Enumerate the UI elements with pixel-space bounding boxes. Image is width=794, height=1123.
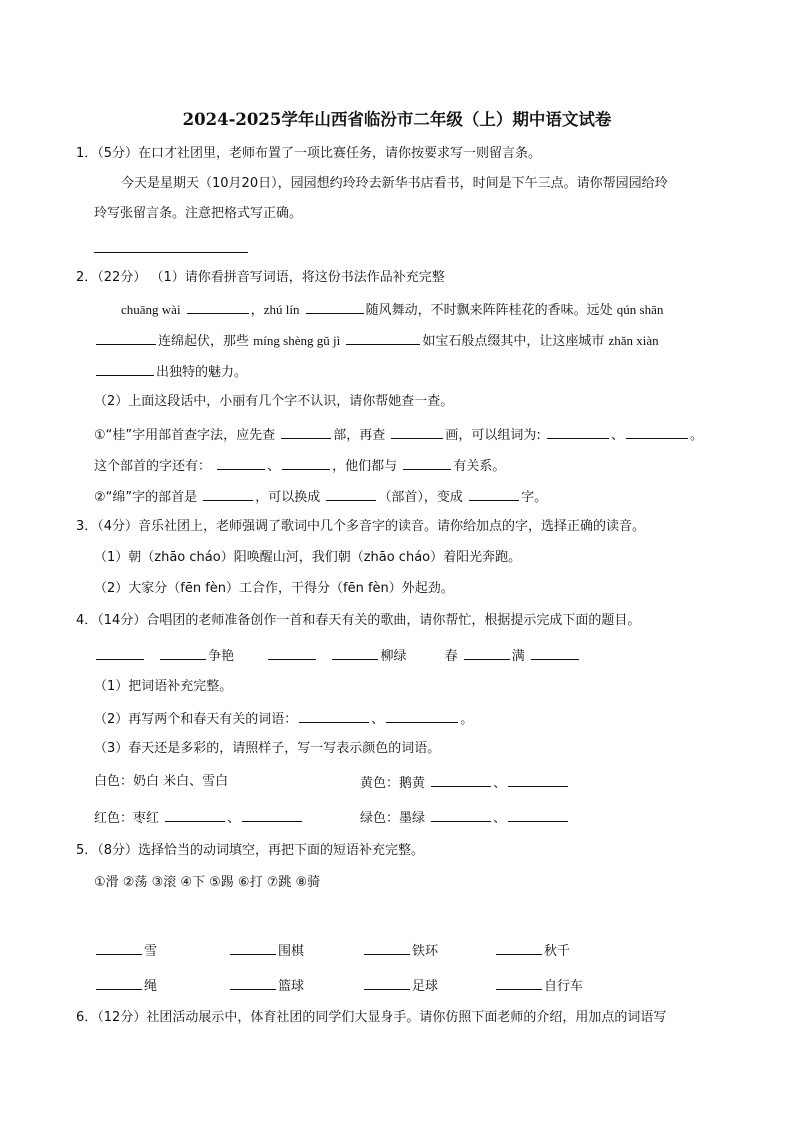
blank-ming-sheng-gu-ji[interactable] <box>346 332 420 345</box>
q5-phrase-text: 秋千 <box>544 944 571 959</box>
separator: 、 <box>493 776 507 791</box>
separator: 、 <box>267 459 281 474</box>
comma: ， <box>250 303 264 318</box>
blank-zhu-lin[interactable] <box>306 301 364 314</box>
pinyin-qun-shan: qún shān <box>616 302 664 317</box>
q2-sub-2-text-c: （部首），变成 <box>378 490 463 505</box>
q5-heading: 5．（8分）选择恰当的动词填空，再把下面的短语补充完整。 <box>76 843 425 858</box>
pinyin-zhu-lin: zhú lín <box>263 302 300 317</box>
q1-body-line-2: 玲写张留言条。注意把格式写正确。 <box>94 206 303 221</box>
separator: 、 <box>493 811 507 826</box>
color-green <box>360 809 570 827</box>
blank-spring-word-1[interactable] <box>299 710 369 723</box>
q5-phrase <box>228 942 304 960</box>
q5-phrase-text: 足球 <box>412 979 439 994</box>
q2-line-2 <box>94 332 659 350</box>
blank-idiom-3a[interactable] <box>464 647 510 660</box>
q5-phrase-text: 围棋 <box>278 944 305 959</box>
q4-part-2-text: （2）再写两个和春天有关的词语： <box>94 712 298 727</box>
q3-line-1: （1）朝（zhāo cháo）阳唤醒山河，我们朝（zhāo cháo）着阳光奔跑。 <box>94 550 522 565</box>
q5-phrase-text: 雪 <box>144 944 158 959</box>
q5-phrase-text: 自行车 <box>544 979 584 994</box>
q2-part-2: （2）上面这段话中，小丽有几个字不认识，请你帮她查一查。 <box>94 394 454 409</box>
blank-new-radical[interactable] <box>326 488 376 501</box>
blank-radical[interactable] <box>281 426 331 439</box>
q4-part-3: （3）春天还是多彩的，请照样子，写一写表示颜色的词语。 <box>94 741 441 756</box>
q2-sub-1-text-a: ①“桂”字用部首查字法，应先查 <box>94 428 276 443</box>
page-title: 2024-2025学年山西省临汾市二年级（上）期中语文试卷 <box>182 110 612 129</box>
q4-part-2 <box>94 710 473 728</box>
blank-yellow-1[interactable] <box>431 774 491 787</box>
q2-line-3 <box>94 363 247 381</box>
blank-related[interactable] <box>403 457 451 470</box>
q4-idioms-row <box>94 647 581 665</box>
q2-sub-1 <box>94 426 703 444</box>
q5-phrase <box>494 977 583 995</box>
q2-sub-1b-text-a: 这个部首的字还有： <box>94 459 212 474</box>
color-green-text: 绿色：墨绿 <box>360 811 426 826</box>
blank-yellow-2[interactable] <box>508 774 568 787</box>
blank-idiom-1a[interactable] <box>96 647 144 660</box>
q5-phrase <box>94 942 157 960</box>
q2-sub-2-text-d: 字。 <box>521 490 548 505</box>
q2-heading: 2．（22分） （1）请你看拼音写词语，将这份书法作品补充完整 <box>76 270 445 285</box>
q5-phrase-text: 篮球 <box>278 979 305 994</box>
separator: 、 <box>371 712 385 727</box>
q2-sub-2 <box>94 488 547 506</box>
blank-mian-radical[interactable] <box>203 488 253 501</box>
q5-blank[interactable] <box>496 942 542 955</box>
color-yellow <box>360 774 570 792</box>
q5-blank[interactable] <box>496 977 542 990</box>
pinyin-chuang-wai: chuāng wài <box>121 302 181 317</box>
blank-strokes[interactable] <box>391 426 443 439</box>
period: 。 <box>460 712 474 727</box>
q4-part-1: （1）把词语补充完整。 <box>94 679 233 694</box>
q5-phrase-text: 铁环 <box>412 944 439 959</box>
q5-blank[interactable] <box>96 942 142 955</box>
period: 。 <box>689 428 703 443</box>
q2-sub-1b-text-c: 有关系。 <box>453 459 506 474</box>
q1-heading: 1．（5分）在口才社团里，老师布置了一项比赛任务，请你按要求写一则留言条。 <box>76 146 542 161</box>
color-white: 白色：奶白 米白、雪白 <box>94 774 229 789</box>
q2-line-2-text-a: 连绵起伏，那些 <box>158 334 250 349</box>
blank-red-2[interactable] <box>242 809 302 822</box>
blank-chuang-wai[interactable] <box>187 301 249 314</box>
separator: 、 <box>227 811 241 826</box>
q3-heading: 3．（4分）音乐社团上，老师强调了歌词中几个多音字的读音。请你给加点的字，选择正确的读音。 <box>76 519 646 534</box>
color-red-text: 红色：枣红 <box>94 811 160 826</box>
q5-phrase-text: 绳 <box>144 979 158 994</box>
q5-options: ①滑 ②荡 ③滚 ④下 ⑤踢 ⑥打 ⑦跳 ⑧骑 <box>94 875 321 890</box>
blank-green-2[interactable] <box>508 809 568 822</box>
q5-phrase <box>94 977 157 995</box>
q2-sub-2-text-b: ，可以换成 <box>255 490 321 505</box>
q2-sub-1b <box>94 457 505 475</box>
q5-blank[interactable] <box>230 942 276 955</box>
blank-new-char[interactable] <box>469 488 519 501</box>
idiom-3-text-b: 满 <box>511 649 525 664</box>
blank-radical-char-2[interactable] <box>282 457 330 470</box>
q2-sub-1-text-b: 部，再查 <box>333 428 386 443</box>
q2-sub-1-text-c: 画，可以组词为: <box>445 428 541 443</box>
q1-answer-line[interactable] <box>94 252 248 253</box>
q5-blank[interactable] <box>230 977 276 990</box>
blank-zhan-xian[interactable] <box>96 363 154 376</box>
q2-line-2-text-b: 如宝石般点缀其中，让这座城市 <box>422 334 605 349</box>
q2-line-1-text: 随风舞动，不时飘来阵阵桂花的香味。远处 <box>365 303 613 318</box>
blank-idiom-2b[interactable] <box>332 647 378 660</box>
blank-word-2[interactable] <box>626 426 688 439</box>
q5-blank[interactable] <box>96 977 142 990</box>
color-red <box>94 809 304 827</box>
blank-green-1[interactable] <box>431 809 491 822</box>
blank-word-1[interactable] <box>547 426 609 439</box>
color-yellow-text: 黄色：鹅黄 <box>360 776 426 791</box>
q2-line-1 <box>121 301 663 319</box>
blank-spring-word-2[interactable] <box>386 710 458 723</box>
q5-blank[interactable] <box>364 977 410 990</box>
pinyin-zhan-xian: zhǎn xiàn <box>608 333 659 348</box>
blank-idiom-2a[interactable] <box>268 647 316 660</box>
idiom-3-text-a: 春 <box>444 649 458 664</box>
blank-idiom-3b[interactable] <box>531 647 579 660</box>
q2-line-3-text: 出独特的魅力。 <box>156 365 248 380</box>
q4-heading: 4．（14分）合唱团的老师准备创作一首和春天有关的歌曲，请你帮忙，根据提示完成下面的题目。 <box>76 613 641 628</box>
idiom-2-text: 柳绿 <box>380 649 407 664</box>
q5-phrase <box>228 977 304 995</box>
q6-heading: 6．（12分）社团活动展示中，体育社团的同学们大显身手。请你仿照下面老师的介绍，用加点的词语写 <box>76 1010 667 1025</box>
q5-phrase <box>362 977 438 995</box>
q2-sub-2-text-a: ②“绵”字的部首是 <box>94 490 198 505</box>
idiom-1-text: 争艳 <box>208 649 235 664</box>
blank-idiom-1b[interactable] <box>160 647 206 660</box>
blank-radical-char-1[interactable] <box>217 457 265 470</box>
q5-phrase <box>494 942 570 960</box>
q5-blank[interactable] <box>364 942 410 955</box>
blank-red-1[interactable] <box>165 809 225 822</box>
q1-body-line-1: 今天是星期天（10月20日），园园想约玲玲去新华书店看书，时间是下午三点。请你帮园园给玲 <box>121 176 668 191</box>
separator: 、 <box>610 428 624 443</box>
pinyin-ming-sheng-gu-ji: míng shèng gǔ jì <box>253 333 341 348</box>
blank-qun-shan[interactable] <box>96 332 156 345</box>
q2-sub-1b-text-b: ，他们都与 <box>332 459 398 474</box>
q3-line-2: （2）大家分（fēn fèn）工合作，干得分（fēn fèn）外起劲。 <box>94 581 454 596</box>
q5-phrase <box>362 942 438 960</box>
